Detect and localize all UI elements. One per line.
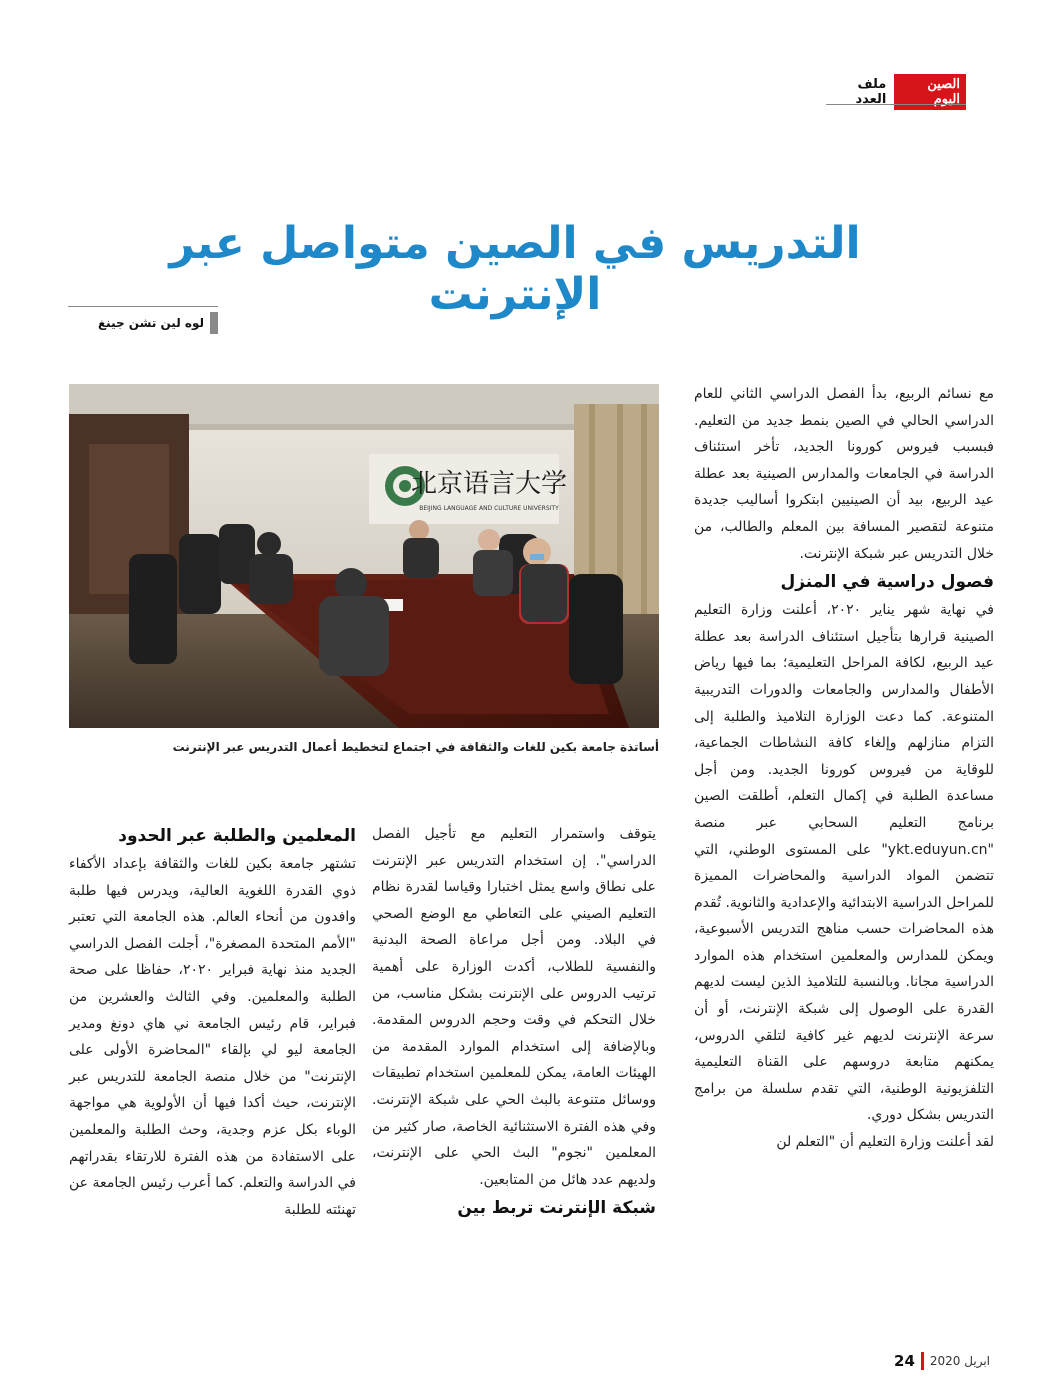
magazine-logo: الصين اليوم: [894, 74, 966, 110]
column-middle: [372, 821, 656, 1223]
footer-bar: [921, 1352, 924, 1370]
paragraph: في نهاية شهر يناير ٢٠٢٠، أعلنت وزارة التعليم الصينية قرارها بتأجيل استئناف الدراسة بعد عطلة عيد الربيع، لكافة المراحل التعليمية؛ بما فيها رياض الأطفال والمدارس والجامعات والدورات التدريبية المتنوعة. كما دعت الوزارة التلاميذ والطلبة إلى التزام منازلهم وإلغاء كافة النشاطات الجماعية، للوقاية من فيروس كورونا الجديد. ومن أجل مساعدة الطلبة في إكمال التعلم، أطلقت الصين برنامج التعليم السحابي عبر منصة "ykt.eduyun.cn" على المستوى الوطني، التي تتضمن المواد الدراسية والمحاضرات المميزة للمراحل الدراسية الابتدائية والإعدادية والثانوية. تُقدم هذه المحاضرات حسب مناهج التدريس الأسبوعية، ويمكن للمدارس والمعلمين استخدام هذه الموارد الدراسية مجانا. وبالنسبة للتلاميذ الذين ليست لديهم القدرة على الوصول إلى شبكة الإنترنت، أو أن سرعة الإنترنت لديهم غير كافية لتلقي الدروس، يمكنهم متابعة دروسهم على القناة التعليمية التلفزيونية الوطنية، التي تقدم سلسلة من برامج التدريس بشكل دوري.: [694, 602, 994, 1124]
byline-authors: لوه لين تشن جينغ: [97, 315, 204, 330]
meeting-photo: [69, 384, 659, 728]
column-right: [694, 381, 994, 1156]
header: [826, 77, 966, 107]
subheading: شبكة الإنترنت تربط بين: [457, 1198, 656, 1219]
paragraph: لقد أعلنت وزارة التعليم أن "التعلم لن: [776, 1134, 994, 1151]
paragraph: مع نسائم الربيع، بدأ الفصل الدراسي الثاني للعام الدراسي الحالي في الصين بنمط جديد من التعليم. فبسبب فيروس كورونا الجديد، تأخر استئناف الدراسة في الجامعات والمدارس الصينية بعد عطلة عيد الربيع، بيد أن الصينيين ابتكروا أساليب جديدة متنوعة لتقصير المسافة بين المعلم والطالب، من خلال التدريس عبر شبكة الإنترنت.: [694, 386, 994, 562]
meeting-photo-illustration: [69, 384, 659, 728]
subheading: فصول دراسية في المنزل: [780, 572, 994, 593]
sign-chinese-text: 北京语言大学: [410, 469, 568, 499]
issue-date: ابريل 2020: [929, 1354, 990, 1368]
paragraph: تشتهر جامعة بكين للغات والثقافة بإعداد الأكفاء ذوي القدرة اللغوية العالية، ويدرس فيها طلبة وافدون من أنحاء العالم. هذه الجامعة التي تعتبر "الأمم المتحدة المصغرة"، أجلت الفصل الدراسي الجديد منذ نهاية فبراير ٢٠٢٠، حفاظا على صحة الطلبة والمعلمين. وفي الثالث والعشرين من فبراير، قام رئيس الجامعة ني هاي دونغ ومدير الجامعة ليو لي بإلقاء "المحاضرة الأولى على الإنترنت" من خلال منصة الجامعة للتدريس عبر الإنترنت، حيث أكدا فيها أن الأولوية هي مواجهة الوباء بكل عزم وجدية، وحث الطلبة والمعلمين على الاستفادة من هذه الفترة للارتقاء بقدراتهم في الدراسة والتعلم. كما أعرب رئيس الجامعة عن تهنئته للطلبة: [69, 856, 356, 1218]
byline-bar: [210, 312, 218, 334]
subheading: المعلمين والطلبة عبر الحدود: [118, 826, 356, 846]
paragraph: يتوقف واستمرار التعليم مع تأجيل الفصل الدراسي". إن استخدام التدريس عبر الإنترنت على نطاق واسع يمثل اختبارا وقياسا لقدرة نظام التعليم الصيني على التعاطي مع الوضع الصحي في البلاد. ومن أجل مراعاة الصحة البدنية والنفسية للطلاب، أكدت الوزارة على أهمية ترتيب الدروس على الإنترنت بشكل مناسب، من خلال التحكم في وقت وحجم الدروس المقدمة. وبالإضافة إلى استخدام الموارد المقدمة من الهيئات العامة، يمكن للمعلمين استخدام تطبيقات ووسائل متنوعة بالبث الحي على شبكة الإنترنت. وفي هذه الفترة الاستثنائية الخاصة، صار كثير من المعلمين "نجوم" البث الحي على الإنترنت، ولديهم عدد هائل من المتابعين.: [372, 826, 656, 1188]
byline: [68, 306, 218, 332]
article-title: التدريس في الصين متواصل عبر الإنترنت: [169, 218, 861, 320]
column-left: [69, 821, 356, 1223]
section-label: ملف العدد: [855, 77, 887, 107]
photo-caption: أساتذة جامعة بكين للغات والثقافة في اجتماع لتخطيط أعمال التدريس عبر الإنترنت: [172, 740, 659, 754]
header-rule: [826, 104, 966, 105]
page-footer: [894, 1352, 990, 1370]
page-number: 24: [894, 1352, 915, 1370]
sign-english-text: BEIJING LANGUAGE AND CULTURE UNIVERSITY: [419, 505, 559, 512]
